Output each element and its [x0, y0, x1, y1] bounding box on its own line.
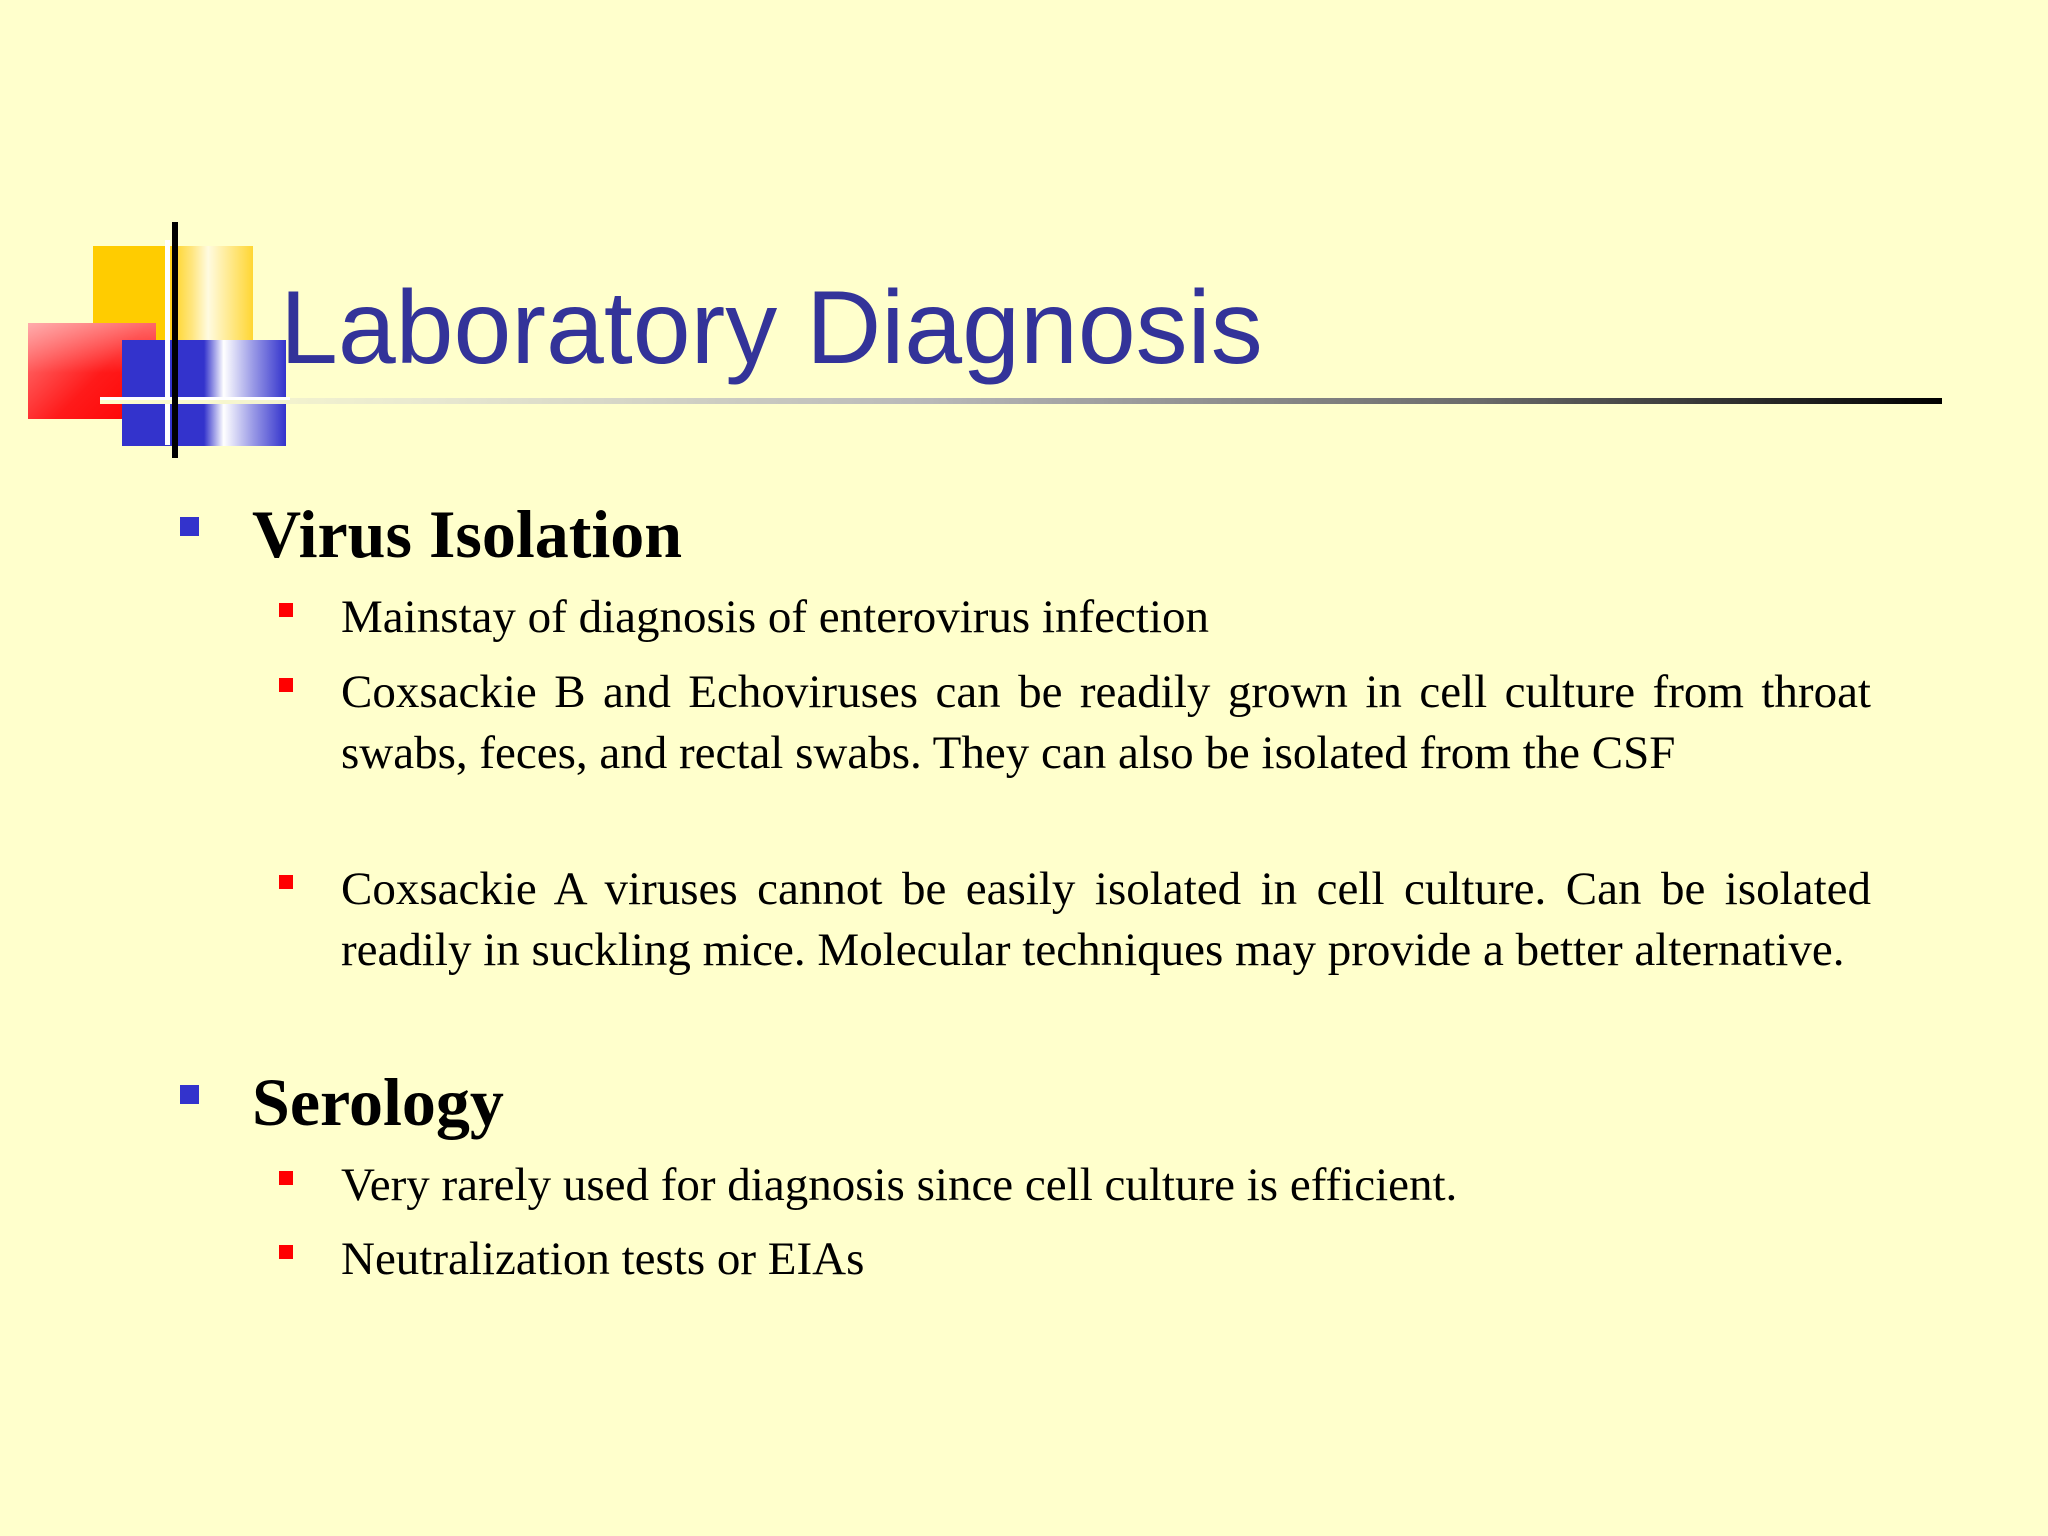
point-bullet-icon	[279, 603, 293, 617]
list-item: Coxsackie A viruses cannot be easily isolated in cell culture. Can be isolated readily in suckling mice. Molecular techniques may provide a better alternative.	[341, 863, 1871, 976]
point-bullet-icon	[279, 875, 293, 889]
section-heading-virus-isolation: Virus Isolation	[252, 496, 683, 572]
section-bullet-icon	[180, 1085, 199, 1104]
list-item: Neutralization tests or EIAs	[341, 1233, 865, 1285]
black-vertical-line-decoration	[172, 222, 178, 458]
point-bullet-icon	[279, 678, 293, 692]
list-item: Mainstay of diagnosis of enterovirus infection	[341, 591, 1210, 643]
white-horizontal-line-decoration	[100, 397, 290, 400]
point-bullet-icon	[279, 1245, 293, 1259]
list-item: Coxsackie B and Echoviruses can be readily grown in cell culture from throat swabs, feces, and rectal swabs. They can also be isolated from the CSF	[341, 666, 1871, 779]
point-bullet-icon	[279, 1171, 293, 1185]
slide-title: Laboratory Diagnosis	[280, 270, 1263, 386]
section-heading-serology: Serology	[252, 1064, 504, 1140]
section-bullet-icon	[180, 517, 199, 536]
list-item: Very rarely used for diagnosis since cell culture is efficient.	[341, 1159, 1458, 1211]
blue-square-decoration	[122, 340, 286, 446]
white-vertical-line-decoration	[165, 240, 170, 445]
title-underline	[100, 398, 1942, 404]
